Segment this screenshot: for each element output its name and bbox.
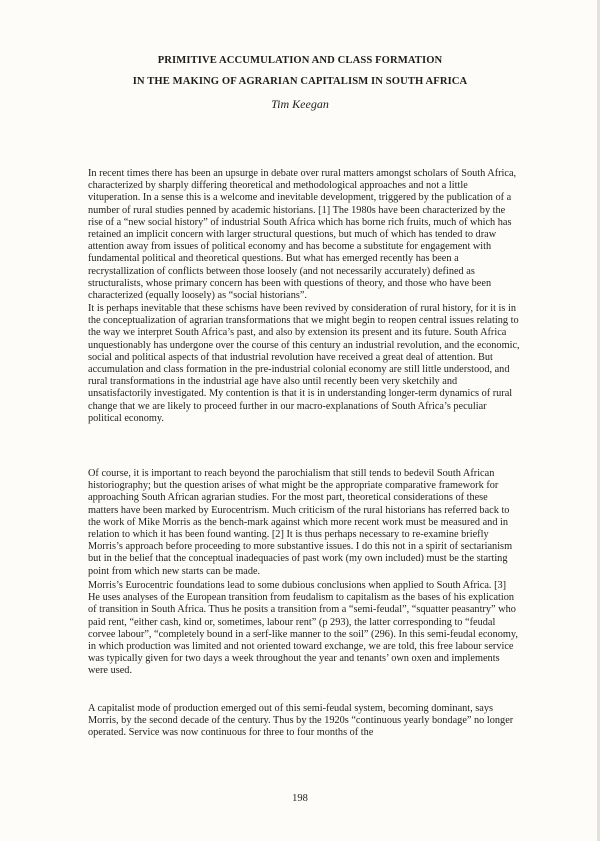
author-name: Tim Keegan	[271, 97, 329, 111]
paragraph-2: It is perhaps inevitable that these schisms have been revived by consideration of rural history, for it is in the conceptualization of agrarian transformations that we might begin to reopen central issues relating to the way we interpret South Africa’s past, and also by extension its present and its future. South Africa unquestionably has undergone over the course of this century an industrial revolution, and the economic, social and political aspects of that industrial revolution have received a great deal of attention. But accumulation and class formation in the pre-industrial colonial economy are still little understood, and rural transformations in the industrial age have also until recently been very sketchily and unsatisfactorily investigated. My contention is that it is in understanding longer-term dynamics of rural change that we are likely to proceed further in our macro-explanations of South Africa’s peculiar political economy.	[88, 303, 520, 424]
title-line-1: PRIMITIVE ACCUMULATION AND CLASS FORMATION	[157, 55, 443, 66]
paragraph-4: Morris’s Eurocentric foundations lead to some dubious conclusions when applied to South Africa. [3] He uses analyses of the European transition from feudalism to capitalism as the bases of his explication of transition in South Africa. Thus he posits a transition from a “semi-feudal”, “squatter peasantry” who paid rent, “either cash, kind or, sometimes, labour rent” (p 293), the latter corresponding to “feudal corvee labour”, “completely bound in a serf-like manner to the soil” (296). In this semi-feudal economy, in which production was limited and not oriented toward exchange, we are told, this free labour service was typically given for two days a week throughout the year and tenants’ own oxen and implements were used.	[88, 580, 518, 677]
paragraph-3: Of course, it is important to reach beyond the parochialism that still tends to bedevil South African historiography; but the question arises of what might be the appropriate comparative framework for approaching South African agrarian studies. For the most part, theoretical considerations of these matters have been marked by Eurocentrism. Much criticism of the rural historians has referred back to the work of Mike Morris as the bench-mark against which more recent work must be measured and in relation to which it has been found wanting. [2] It is thus perhaps necessary to re-examine briefly Morris’s approach before proceeding to more substantive issues. I do this not in a spirit of sectarianism but in the belief that the conceptual inadequacies of past work (my own included) must be the starting point from which new starts can be made.	[88, 468, 513, 577]
paragraph-1: In recent times there has been an upsurge in debate over rural matters amongst scholars of South Africa, characterized by sharply differing theoretical and methodological approaches and not a little vituperation. In a sense this is a welcome and inevitable development, triggered by the publication of a number of rural studies penned by academic historians. [1] The 1980s have been characterized by the rise of a “new social history” of industrial South Africa which has borne rich fruits, much of which has retained an implicit concern with larger structural questions, but much of which has tended to draw attention away from issues of political economy and has become a substitute for engagement with fundamental political and theoretical questions. But what has emerged recently has been a recrystallization of conflicts between those loosely (and not necessarily accurately) defined as structuralists, whose primary concern has been with questions of theory, and those who have been characterized (equally loosely) as “social historians”.	[88, 168, 517, 302]
page-number: 198	[292, 793, 308, 804]
title-line-2: IN THE MAKING OF AGRARIAN CAPITALISM IN SOUTH AFRICA	[132, 76, 468, 87]
paragraph-5: A capitalist mode of production emerged out of this semi-feudal system, becoming dominant, says Morris, by the second decade of the century. Thus by the 1920s “continuous yearly bondage” no longer operated. Service was now continuous for three to four months of the	[88, 703, 514, 739]
